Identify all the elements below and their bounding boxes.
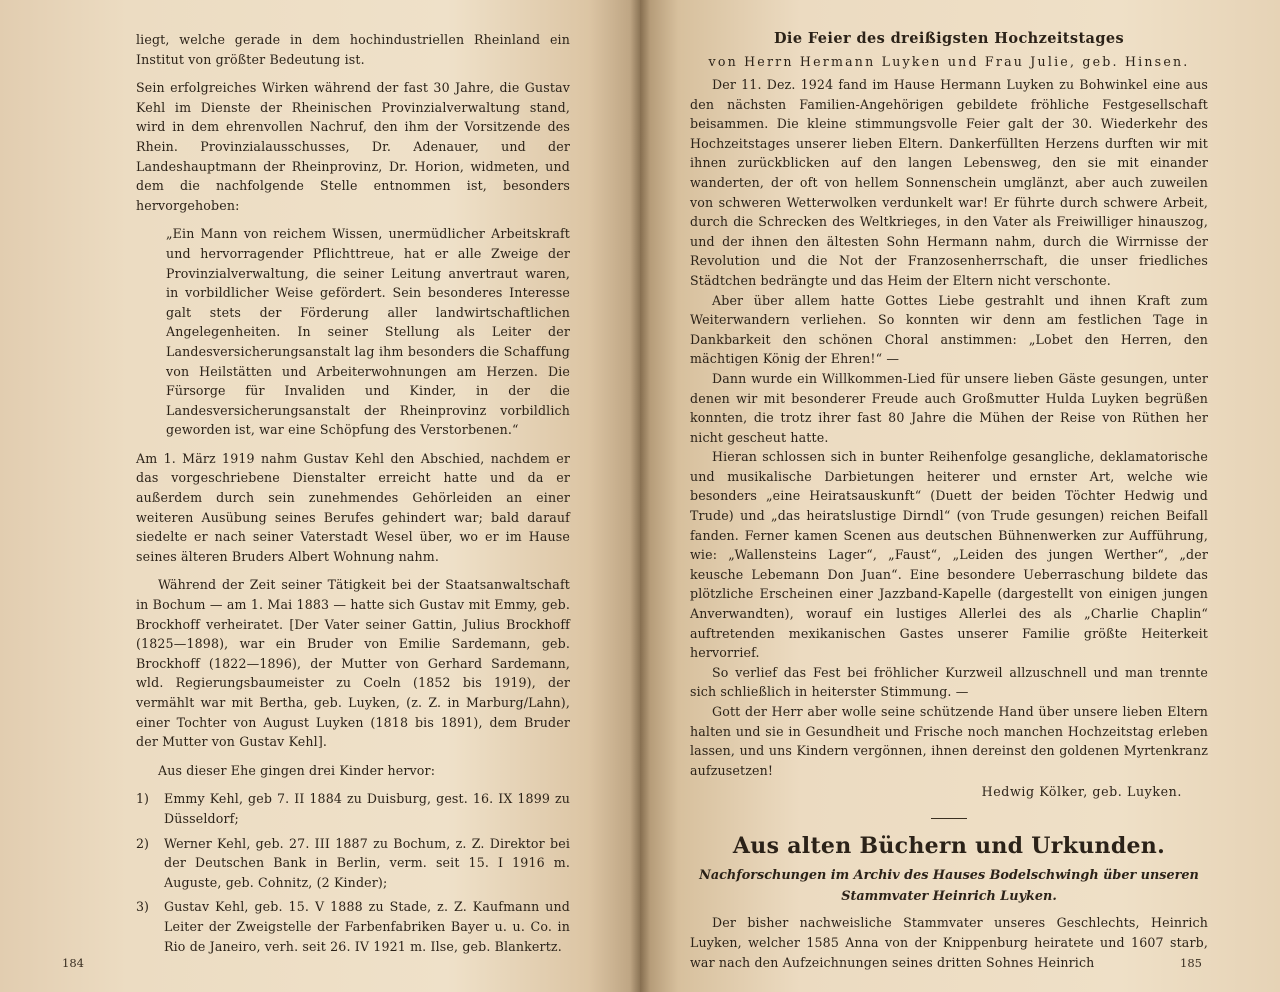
right-paragraph-3: Dann wurde ein Willkommen-Lied für unsere lieben Gäste gesungen, unter denen wir mit besonderer Freude auch Großmutter Hulda Luyken begrüßen konnten, die trotz ihrer fast 80 Jahre die Mühen der Reise von Rüthen her nicht gescheut hatte. bbox=[690, 370, 1208, 445]
right-paragraph-6: Gott der Herr aber wolle seine schützende Hand über unsere lieben Eltern halten und sie in Gesundheit und Frische noch manchen Hochzeitstag erleben lassen, und uns Kindern vergönnen, ihnen dereinst den goldenen Myrtenkranz aufzusetzen! bbox=[690, 704, 1208, 778]
article-signature: Hedwig Kölker, geb. Luyken. bbox=[981, 784, 1182, 800]
right-paragraph-7: Der bisher nachweisliche Stammvater unseres Geschlechts, Heinrich Luyken, welcher 1585 Anna von der Knippenburg heiratete und 1607 starb, war nach den Aufzeichnungen seines dritten Sohnes Heinrich bbox=[690, 915, 1208, 970]
section-subtitle: Nachforschungen im Archiv des Hauses Bodelschwingh über unseren Stammvater Heinrich Luyken. bbox=[699, 868, 1199, 905]
list-item bbox=[136, 897, 570, 956]
section-divider bbox=[931, 818, 967, 819]
page-number-right: 185 bbox=[1180, 956, 1202, 970]
article-title: Die Feier des dreißigsten Hochzeitstages bbox=[773, 30, 1125, 47]
list-text: Emmy Kehl, geb 7. II 1884 zu Duisburg, gest. 16. IX 1899 zu Düsseldorf; bbox=[164, 791, 570, 826]
page-number-left: 184 bbox=[62, 956, 84, 970]
list-number: 1) bbox=[136, 791, 149, 807]
left-paragraph-5: Während der Zeit seiner Tätigkeit bei der Staatsanwaltschaft in Bochum — am 1. Mai 1883 — hatte sich Gustav mit Emmy, geb. Brockhoff verheiratet. [Der Vater seiner Gattin, Julius Brockhoff (1825—1898), war ein Bruder von Emilie Sardemann, geb. Brockhoff (1822—1896), der Mutter von Gerhard Sardemann, wld. Regierungsbaumeister zu Coeln (1852 bis 1919), der vermählt war mit Bertha, geb. Luyken, (z. Z. in Marburg/Lahn), einer Tochter von August Luyken (1818 bis 1891), dem Bruder der Mutter von Gustav Kehl]. bbox=[136, 577, 570, 750]
article-byline: von Herrn Hermann Luyken und Frau Julie, geb. Hinsen. bbox=[708, 54, 1190, 69]
right-paragraph-5: So verlief das Fest bei fröhlicher Kurzweil allzuschnell und man trennte sich schließlich in heiterster Stimmung. — bbox=[690, 664, 1208, 700]
left-paragraph-4: Am 1. März 1919 nahm Gustav Kehl den Abschied, nachdem er das vorgeschriebene Dienstalter erreicht hatte und da er außerdem durch sein zunehmendes Gehörleiden an einer weiteren Ausübung seines Berufes gehindert war; bald darauf siedelte er nach seiner Vaterstadt Wesel über, wo er im Hause seines älteren Bruders Albert Wohnung nahm. bbox=[136, 450, 570, 564]
right-paragraph-2: Aber über allem hatte Gottes Liebe gestrahlt und ihnen Kraft zum Weiterwandern verliehen. So konnten wir denn am festlichen Tage in Dankbarkeit den schönen Choral anstimmen: „Lobet den Herren, den mächtigen König der Ehren!“ — bbox=[690, 292, 1208, 367]
left-paragraph-1: liegt, welche gerade in dem hochindustriellen Rheinland ein Institut von größter Bedeutung ist. bbox=[136, 32, 570, 67]
list-number: 2) bbox=[136, 835, 149, 851]
right-paragraph-4: Hieran schlossen sich in bunter Reihenfolge gesangliche, deklamatorische und musikalische Darbietungen heiterer und ernster Art, welche wie besonders „eine Heiratsauskunft“ (Duett der beiden Töchter Hedwig und Trude) und „das heiratslustige Dirndl“ (von Trude gesungen) reichen Beifall fanden. Ferner kamen Scenen aus deutschen Bühnenwerken zur Aufführung, wie: „Wallensteins Lager“, „Faust“, „Leiden des jungen Werther“, „der keusche Lebemann Don Juan“. Eine besondere Ueberraschung bildete das plötzliche Erscheinen einer Jazzband-Kapelle (dargestellt von einigen jungen Anverwandten), worauf ein lustiges Allerlei des als „Charlie Chaplin“ auftretenden mexikanischen Gastes unserer Familie größte Heiterkeit hervorrief. bbox=[690, 449, 1208, 661]
left-paragraph-6: Aus dieser Ehe gingen drei Kinder hervor: bbox=[158, 762, 436, 778]
left-paragraph-2: Sein erfolgreiches Wirken während der fast 30 Jahre, die Gustav Kehl im Dienste der Rheinischen Provinzialverwaltung stand, wird in dem ehrenvollen Nachruf, den ihm der Vorsitzende des Rhein. Provinzialausschusses, Dr. Adenauer, und der Landeshauptmann der Rheinprovinz, Dr. Horion, widmeten, und dem die nachfolgende Stelle entnommen ist, besonders hervorgehoben: bbox=[136, 80, 570, 213]
list-item bbox=[136, 789, 570, 828]
right-paragraph-1: Der 11. Dez. 1924 fand im Hause Hermann Luyken zu Bohwinkel eine aus den nächsten Familien-Angehörigen gebildete fröhliche Festgesellschaft beisammen. Die kleine stimmungsvolle Feier galt der 30. Wiederkehr des Hochzeitstages unserer lieben Eltern. Dankerfüllten Herzens durften wir mit ihnen zurückblicken auf den langen Lebensweg, den sie mit einander wanderten, der oft von hellem Sonnenschein umglänzt, aber auch zuweilen von schweren Wetterwolken verdunkelt war! Er führte durch schwere Arbeit, durch die Schrecken des Weltkrieges, in den Vater als Freiwilliger hinauszog, und der ihnen den ältesten Sohn Hermann nahm, durch die Wirrnisse der Revolution und die Not der Franzosenherrschaft, die unser friedliches Städtchen bedrängte und das Heim der Eltern nicht verschonte. bbox=[690, 77, 1208, 288]
left-quote: „Ein Mann von reichem Wissen, unermüdlicher Arbeitskraft und hervorragender Pflichttreue, hat er alle Zweige der Provinzialverwaltung, die seiner Leitung anvertraut waren, in vorbildlicher Weise gefördert. Sein besonderes Interesse galt stets der Förderung aller landwirtschaftlichen Angelegenheiten. In seiner Stellung als Leiter der Landesversicherungsanstalt lag ihm besonders die Schaffung von Heilstätten und Arbeiterwohnungen am Herzen. Die Fürsorge für Invaliden und Kinder, in der die Landesversicherungsanstalt der Rheinprovinz vorbildlich geworden ist, war eine Schöpfung des Verstorbenen.“ bbox=[166, 226, 570, 438]
list-number: 3) bbox=[136, 899, 149, 915]
right-page bbox=[640, 0, 1280, 992]
list-text: Werner Kehl, geb. 27. III 1887 zu Bochum, z. Z. Direktor bei der Deutschen Bank in Berlin, verm. seit 15. I 1916 m. Auguste, geb. Cohnitz, (2 Kinder); bbox=[164, 835, 570, 890]
section-title: Aus alten Büchern und Urkunden. bbox=[732, 833, 1166, 860]
list-text: Gustav Kehl, geb. 15. V 1888 zu Stade, z. Z. Kaufmann und Leiter der Zweigstelle der Farbenfabriken Bayer u. u. Co. in Rio de Janeiro, verh. seit 26. IV 1921 m. Ilse, geb. Blankertz. bbox=[164, 899, 570, 954]
list-item bbox=[136, 834, 570, 893]
